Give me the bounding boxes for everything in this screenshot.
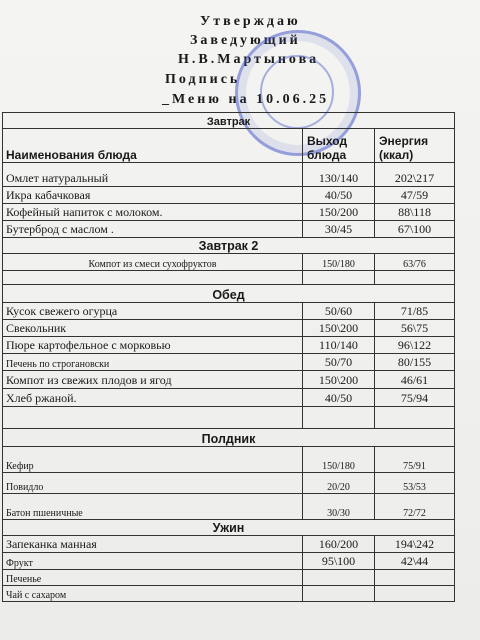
- table-row: [3, 389, 455, 407]
- dish-energy: [375, 586, 455, 602]
- dish-energy: [375, 570, 455, 586]
- dish-name: Хлеб ржаной.: [3, 389, 303, 407]
- dish-energy: 42\44: [375, 553, 455, 570]
- dish-name: Печенье: [3, 570, 303, 586]
- dish-energy: 63/76: [375, 254, 455, 271]
- table-row: [3, 586, 455, 602]
- dish-energy: 71/85: [375, 303, 455, 320]
- position-line: Заведующий: [190, 33, 301, 48]
- dish-output: 50/60: [303, 303, 375, 320]
- dish-name: Кусок свежего огурца: [3, 303, 303, 320]
- table-row: [3, 163, 455, 187]
- section-header: Полдник: [3, 429, 455, 447]
- dish-name: Омлет натуральный: [3, 163, 303, 187]
- dish-output: [303, 271, 375, 285]
- dish-output: [303, 570, 375, 586]
- column-header-energy: Энергия (ккал): [375, 129, 455, 163]
- dish-output: 150/180: [303, 447, 375, 473]
- dish-output: 150/200: [303, 204, 375, 221]
- table-row: [3, 221, 455, 238]
- dish-energy: 75/91: [375, 447, 455, 473]
- table-row: [3, 536, 455, 553]
- dish-name: [3, 271, 303, 285]
- dish-name: Свекольник: [3, 320, 303, 337]
- dish-energy: 96\122: [375, 337, 455, 354]
- table-row: [3, 447, 455, 473]
- dish-energy: 46/61: [375, 371, 455, 389]
- dish-name: Компот из свежих плодов и ягод: [3, 371, 303, 389]
- dish-energy: 67\100: [375, 221, 455, 238]
- dish-name: Батон пшеничные: [3, 494, 303, 520]
- section-header: Ужин: [3, 520, 455, 536]
- menu-date-title: _Меню на 10.06.25: [162, 92, 330, 107]
- dish-energy: [375, 271, 455, 285]
- dish-output: 160/200: [303, 536, 375, 553]
- dish-output: 40/50: [303, 389, 375, 407]
- table-row: [3, 254, 455, 271]
- dish-name: Запеканка манная: [3, 536, 303, 553]
- table-row: [3, 407, 455, 429]
- dish-energy: 202\217: [375, 163, 455, 187]
- dish-output: 110/140: [303, 337, 375, 354]
- approval-header: [0, 0, 480, 110]
- dish-name: [3, 407, 303, 429]
- table-row: [3, 271, 455, 285]
- dish-name: Чай с сахаром: [3, 586, 303, 602]
- dish-name: Пюре картофельное с морковью: [3, 337, 303, 354]
- dish-output: 40/50: [303, 187, 375, 204]
- dish-energy: 53/53: [375, 473, 455, 494]
- table-row: [3, 473, 455, 494]
- dish-output: 30/30: [303, 494, 375, 520]
- table-row: [3, 187, 455, 204]
- dish-name: Икра кабачковая: [3, 187, 303, 204]
- dish-output: 20/20: [303, 473, 375, 494]
- dish-energy: 56\75: [375, 320, 455, 337]
- dish-energy: 75/94: [375, 389, 455, 407]
- approval-line: Утверждаю: [200, 14, 301, 29]
- dish-output: [303, 407, 375, 429]
- table-row: [3, 570, 455, 586]
- dish-output: 30/45: [303, 221, 375, 238]
- manager-name: Н.В.Мартынова: [178, 52, 320, 67]
- dish-energy: 194\242: [375, 536, 455, 553]
- dish-output: 130/140: [303, 163, 375, 187]
- table-title: Завтрак: [3, 113, 455, 129]
- section-header: Завтрак 2: [3, 238, 455, 254]
- dish-output: 150\200: [303, 320, 375, 337]
- dish-output: 50/70: [303, 354, 375, 371]
- column-header-output: Выход блюда: [303, 129, 375, 163]
- dish-output: 150\200: [303, 371, 375, 389]
- dish-energy: 80/155: [375, 354, 455, 371]
- dish-name: Повидло: [3, 473, 303, 494]
- table-row: [3, 303, 455, 320]
- dish-name: Печень по строгановски: [3, 354, 303, 371]
- table-row: [3, 337, 455, 354]
- dish-name: Компот из смеси сухофруктов: [3, 254, 303, 271]
- section-header: Обед: [3, 285, 455, 303]
- dish-name: Фрукт: [3, 553, 303, 570]
- table-row: [3, 320, 455, 337]
- table-row: [3, 553, 455, 570]
- signature-line: Подпись: [165, 72, 241, 87]
- dish-output: [303, 586, 375, 602]
- dish-name: Бутерброд с маслом .: [3, 221, 303, 238]
- column-header-name: Наименования блюда: [3, 129, 303, 163]
- menu-table: [2, 112, 455, 602]
- dish-name: Кефир: [3, 447, 303, 473]
- dish-energy: [375, 407, 455, 429]
- dish-energy: 47/59: [375, 187, 455, 204]
- dish-energy: 88\118: [375, 204, 455, 221]
- dish-energy: 72/72: [375, 494, 455, 520]
- dish-output: 95\100: [303, 553, 375, 570]
- table-row: [3, 204, 455, 221]
- table-row: [3, 354, 455, 371]
- table-row: [3, 371, 455, 389]
- table-row: [3, 494, 455, 520]
- dish-name: Кофейный напиток с молоком.: [3, 204, 303, 221]
- dish-output: 150/180: [303, 254, 375, 271]
